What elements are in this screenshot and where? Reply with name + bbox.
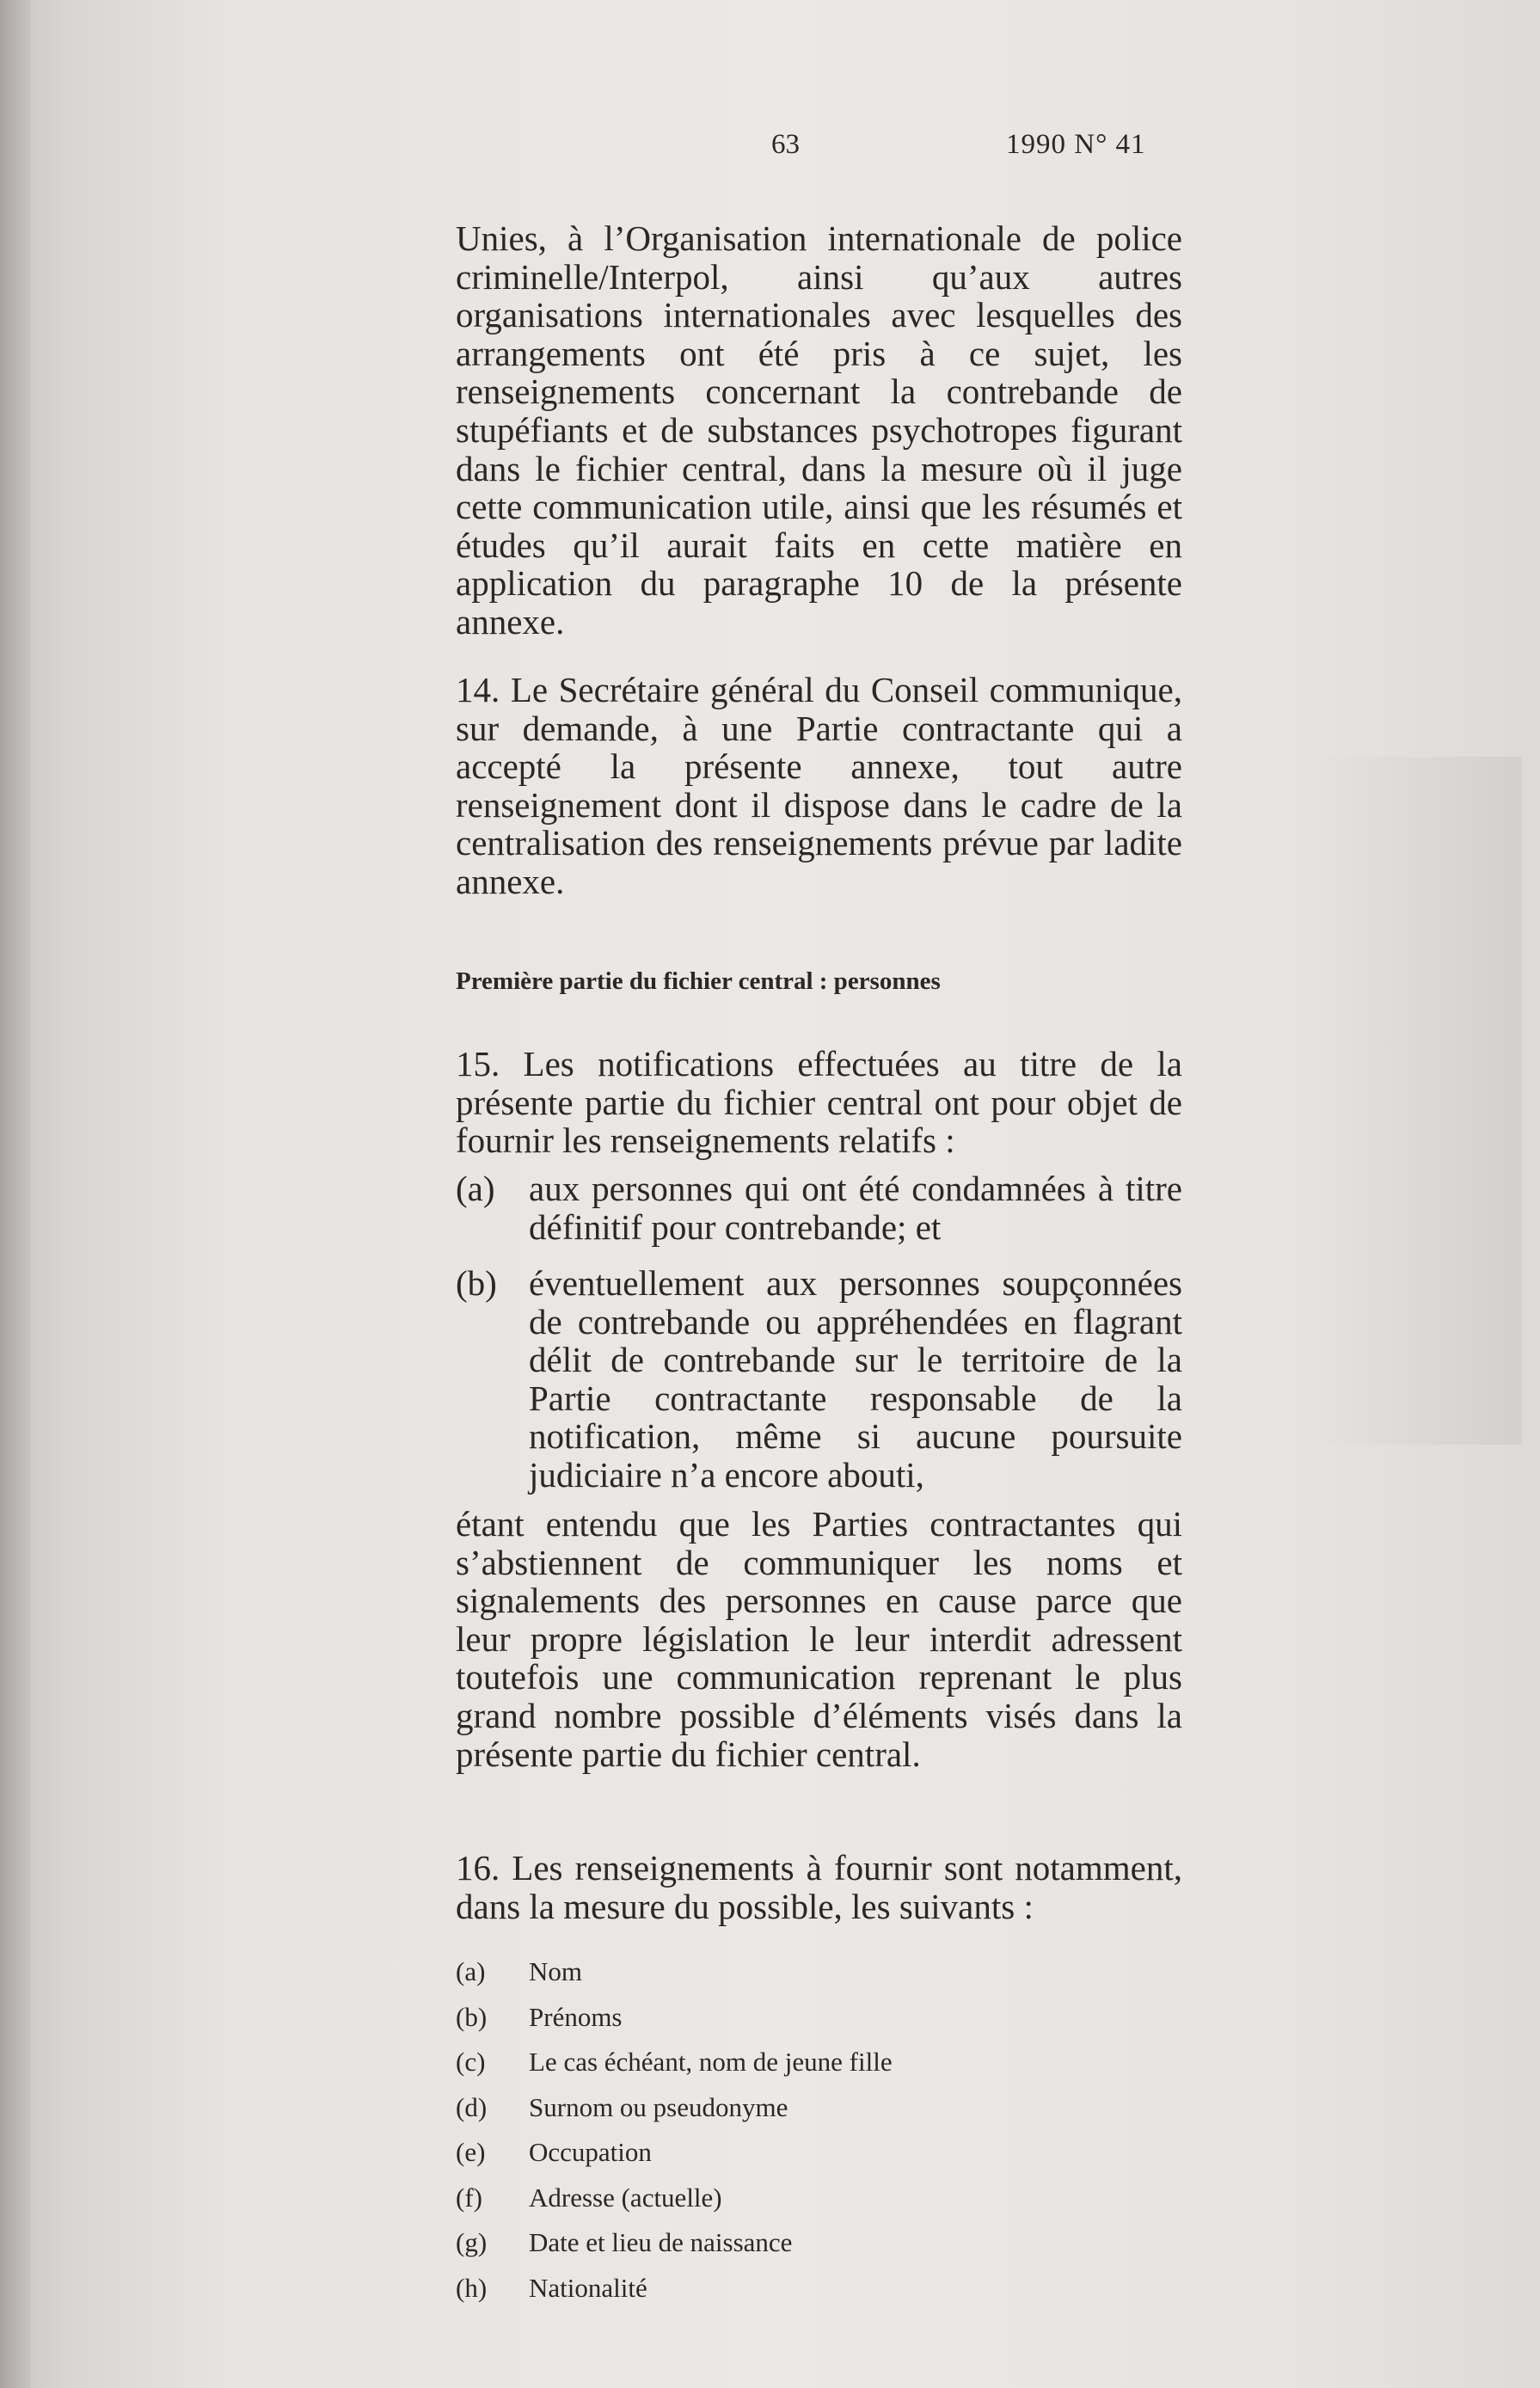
- list-marker: (d): [456, 2092, 488, 2122]
- list-item-text: Nom: [529, 1956, 582, 1986]
- bleed-through-shadow: [1316, 757, 1522, 1445]
- list-item-text: Adresse (actuelle): [529, 2182, 722, 2213]
- list-item: [456, 2273, 647, 2304]
- list-item: [456, 2182, 722, 2213]
- list-marker: (b): [456, 1263, 497, 1303]
- list-item: [456, 2002, 623, 2033]
- list-item-text: Surnom ou pseudonyme: [529, 2092, 788, 2122]
- page-gutter: [0, 0, 31, 2388]
- list-item-text: Occupation: [529, 2137, 652, 2167]
- list-marker: (h): [456, 2273, 488, 2303]
- list-item-text: Date et lieu de naissance: [529, 2227, 793, 2257]
- list-marker: (f): [456, 2182, 482, 2213]
- running-head: 1990 N° 41: [1006, 129, 1146, 160]
- section-heading: Première partie du fichier central : personnes: [456, 967, 941, 995]
- list-item: [456, 2137, 652, 2168]
- list-item: [456, 2047, 893, 2078]
- list-item: [456, 1264, 1182, 1495]
- list-item-text: éventuellement aux personnes soupçonnées de contrebande ou appréhendées en flagrant délit de contrebande sur le territoire de la Partie contractante responsable de la notification, même si aucune poursuite judiciaire n’a encore abouti,: [529, 1263, 1182, 1495]
- paragraph-continuation: Unies, à l’Organisation internationale de police criminelle/Interpol, ainsi qu’aux autres organisations internationales avec lesquelles des arrangements ont été pris à ce sujet, les renseignements concernant la contrebande de stupéfiants et de substances psychotropes figurant dans le fichier central, dans la mesure où il juge cette communication utile, ainsi que les résumés et études qu’il aurait faits en cette matière en application du paragraphe 10 de la présente annexe.: [456, 218, 1182, 642]
- page-number: 63: [771, 129, 800, 160]
- list-item: [456, 2092, 788, 2123]
- list-item-text: aux personnes qui ont été condamnées à titre définitif pour contrebande; et: [529, 1169, 1182, 1247]
- list-item: [456, 2227, 792, 2258]
- paragraph-15: 15. Les notifications effectuées au titre de la présente partie du fichier central ont pour objet de fournir les renseignements relatifs :: [456, 1044, 1182, 1161]
- paragraph-proviso: étant entendu que les Parties contractantes qui s’abstiennent de communiquer les noms et signalements des personnes en cause parce que leur propre législation le leur interdit adressent toutefois une communication reprenant le plus grand nombre possible d’éléments visés dans la présente partie du fichier central.: [456, 1504, 1182, 1774]
- list-item: [456, 1169, 1182, 1246]
- list-item-text: Nationalité: [529, 2273, 647, 2303]
- list-marker: (a): [456, 1956, 486, 1986]
- paragraph-14: 14. Le Secrétaire général du Conseil communique, sur demande, à une Partie contractante qui a accepté la présente annexe, tout autre renseignement dont il dispose dans le cadre de la centralisation des renseignements prévue par ladite annexe.: [456, 670, 1182, 901]
- list-marker: (a): [456, 1169, 495, 1208]
- list-marker: (g): [456, 2227, 488, 2257]
- list-marker: (c): [456, 2047, 486, 2077]
- list-item-text: Le cas échéant, nom de jeune fille: [529, 2047, 893, 2077]
- list-marker: (b): [456, 2002, 488, 2032]
- list-marker: (e): [456, 2137, 486, 2167]
- list-item: [456, 1956, 582, 1987]
- list-item-text: Prénoms: [529, 2002, 623, 2032]
- paragraph-16: 16. Les renseignements à fournir sont notamment, dans la mesure du possible, les suivants :: [456, 1848, 1182, 1926]
